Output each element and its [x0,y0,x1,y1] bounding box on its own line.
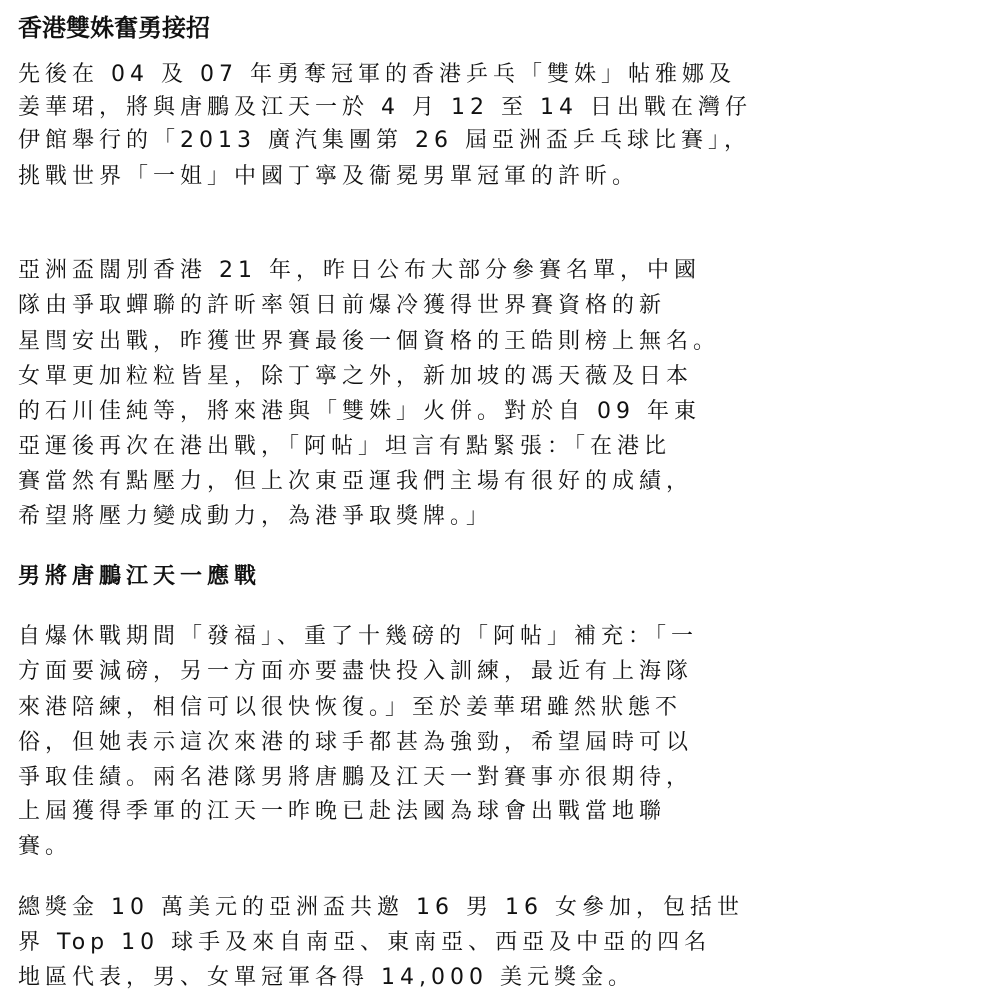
paragraph-4-line-2: 界 Top 10 球手及來自南亞、東南亞、西亞及中亞的四名 [18,930,712,955]
paragraph-2-line-3: 星閆安出戰，昨獲世界賽最後一個資格的王皓則榜上無名。 [18,329,721,354]
paragraph-3-line-7: 賽。 [18,834,73,859]
paragraph-3-line-1: 自爆休戰期間「發福」、重了十幾磅的「阿帖」補充：「一 [18,624,699,649]
section-subheading: 男將唐鵬江天一應戰 [18,564,262,589]
paragraph-3-line-2: 方面要減磅，另一方面亦要盡快投入訓練，最近有上海隊 [18,659,694,684]
paragraph-3-line-6: 上屆獲得季軍的江天一昨晚已赴法國為球會出戰當地聯 [18,799,667,824]
paragraph-4-line-3: 地區代表，男、女單冠軍各得 14,000 美元獎金。 [18,965,635,990]
paragraph-2-line-8: 希望將壓力變成動力，為港爭取獎牌。」 [18,504,494,529]
paragraph-4-line-1: 總獎金 10 萬美元的亞洲盃共邀 16 男 16 女參加，包括世 [18,895,744,920]
paragraph-1-line-3: 伊館舉行的「2013 廣汽集團第 26 屆亞洲盃乒乓球比賽」， [18,128,751,153]
paragraph-3-line-3: 來港陪練，相信可以很快恢復。」至於姜華珺雖然狀態不 [18,695,683,720]
paragraph-1-line-1: 先後在 04 及 07 年勇奪冠軍的香港乒乓「雙姝」帖雅娜及 [18,62,736,87]
paragraph-2-line-2: 隊由爭取蟬聯的許昕率領日前爆冷獲得世界賽資格的新 [18,293,667,318]
paragraph-2-line-4: 女單更加粒粒皆星，除丁寧之外，新加坡的馮天薇及日本 [18,364,694,389]
paragraph-1-line-2: 姜華珺，將與唐鵬及江天一於 4 月 12 至 14 日出戰在灣仔 [18,95,752,120]
paragraph-2-line-6: 亞運後再次在港出戰，「阿帖」坦言有點緊張：「在港比 [18,434,672,459]
paragraph-3-line-4: 俗，但她表示這次來港的球手都甚為強勁，希望屆時可以 [18,730,694,755]
paragraph-2-line-7: 賽當然有點壓力，但上次東亞運我們主場有很好的成績， [18,469,694,494]
paragraph-2-line-5: 的石川佳純等，將來港與「雙姝」火併。對於自 09 年東 [18,399,701,424]
paragraph-2-line-1: 亞洲盃闊別香港 21 年，昨日公布大部分參賽名單，中國 [18,258,701,283]
article-title: 香港雙姝奮勇接招 [18,14,210,42]
paragraph-1-line-4: 挑戰世界「一姐」中國丁寧及衞冕男單冠軍的許昕。 [18,164,640,189]
paragraph-3-line-5: 爭取佳績。兩名港隊男將唐鵬及江天一對賽事亦很期待， [18,765,694,790]
